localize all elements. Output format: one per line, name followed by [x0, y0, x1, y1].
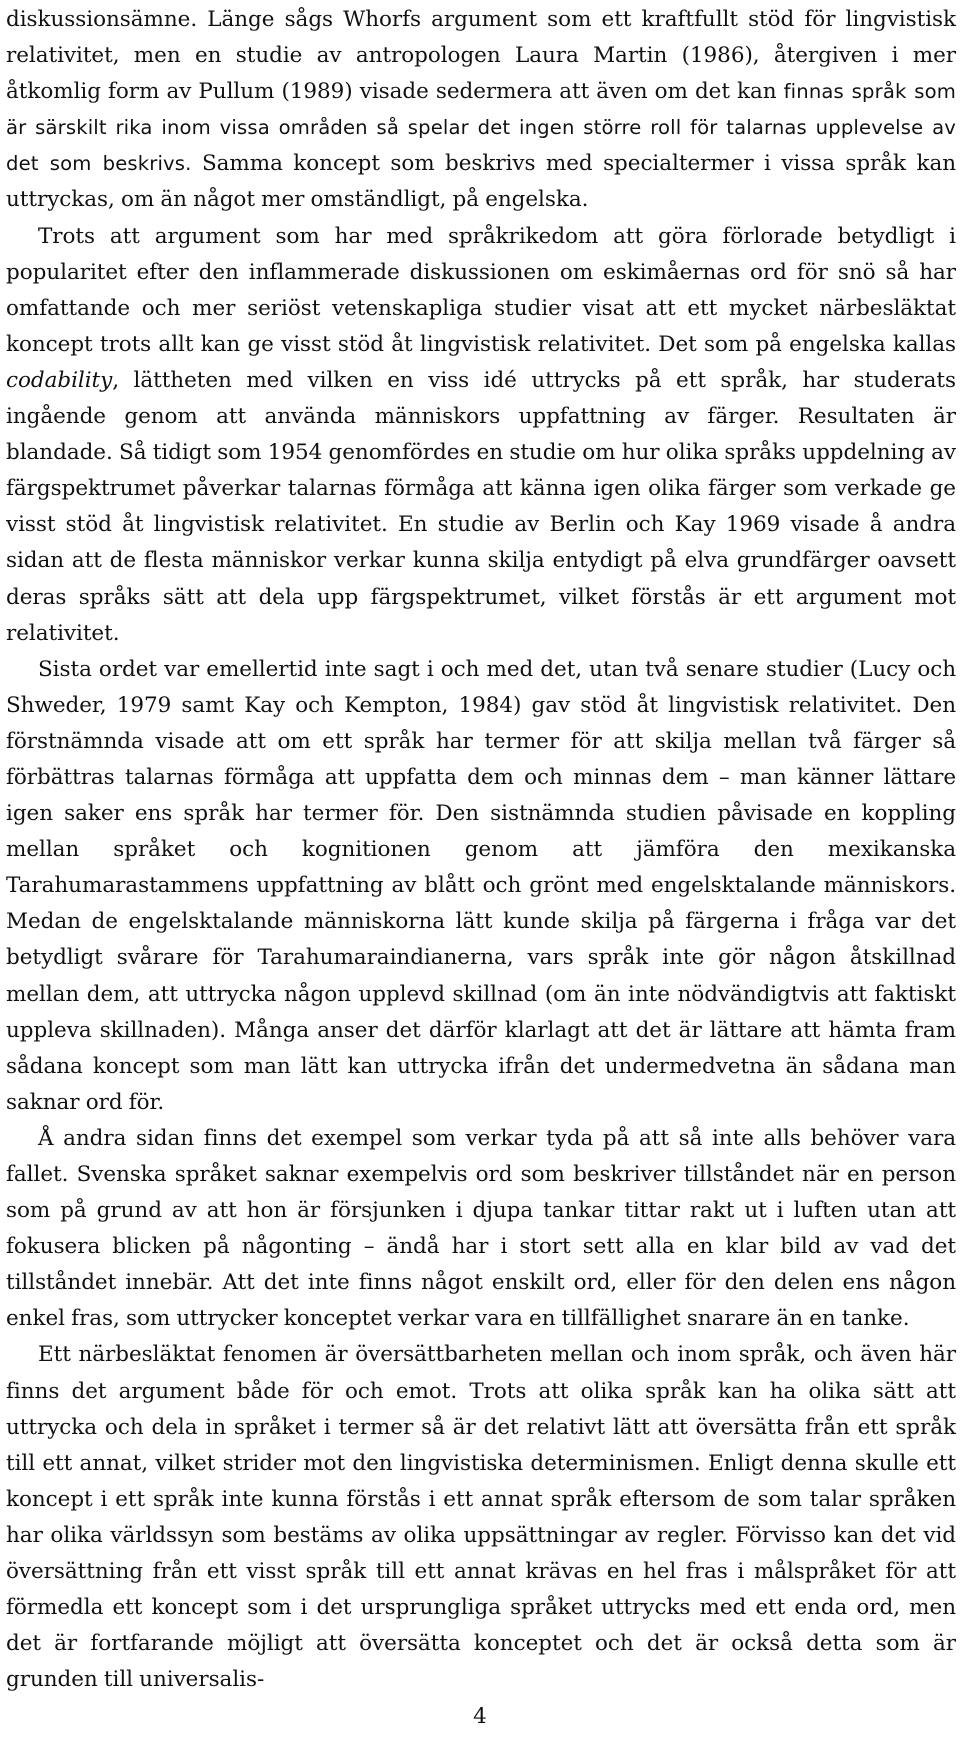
paragraph: [6, 2, 956, 219]
text-run: Ett närbesläktat fenomen är översättbarheten mellan och inom språk, och även här finns det argument både för och emot. Trots att olika språk kan ha olika sätt att uttrycka och dela in språket i termer så är det relativt lätt att översätta från ett språk till ett annat, vilket strider mot den lingvistiska determinismen. Enligt denna skulle ett koncept i ett språk inte kunna förstås i ett annat språk eftersom de som talar språken har olika världssyn som bestäms av olika uppsättningar av regler. Förvisso kan det vid översättning från ett visst språk till ett annat krävas en hel fras i målspråket för att förmedla ett koncept som i det ursprungliga språket uttrycks med ett enda ord, men det är fortfarande möjligt att översätta konceptet och det är också detta som är grunden till universalis-: [6, 1342, 956, 1693]
page-number: 4: [473, 1704, 487, 1729]
text-run: Å andra sidan finns det exempel som verkar tyda på att så inte alls behöver vara fallet. Svenska språket saknar exempelvis ord som beskriver tillståndet när en person som på grund av att hon är försjunken i djupa tankar tittar rakt ut i luften utan att fokusera blicken på någonting – ändå har i stort sett alla en klar bild av vad det tillståndet innebär. Att det inte finns något enskilt ord, eller för den delen ens någon enkel fras, som uttrycker konceptet verkar vara en tillfällighet snarare än en tanke.: [6, 1125, 956, 1332]
text-run: , lättheten med vilken en viss idé uttrycks på ett språk, har studerats ingående genom att använda människors uppfattning av färger. Resultaten är blandade. Så tidigt som 1954 genomfördes en studie om hur olika språks uppdelning av färgspektrumet påverkar talarnas förmåga att känna igen olika färger som verkade ge visst stöd åt lingvistisk relativitet. En studie av Berlin och Kay 1969 visade å andra sidan att de flesta människor verkar kunna skilja entydigt på elva grundfärger oavsett deras språks sätt att dela upp färgspektrumet, vilket förstås är ett argument mot relativitet.: [6, 367, 956, 646]
paragraph: [6, 652, 956, 1121]
paragraph: [6, 219, 956, 652]
paragraph: [6, 1121, 956, 1338]
text-run: Samma koncept som beskrivs med specialtermer i vissa språk kan uttryckas, om än något mer omständligt, på engelska.: [6, 151, 957, 213]
text-run-sans: finnas språk som är särskilt rika inom vissa områden så spelar det ingen större roll för talarnas upplevelse av det som beskrivs.: [6, 80, 956, 176]
body-text: [6, 2, 956, 1698]
text-run: diskussionsämne. Länge sågs Whorfs argument som ett kraftfullt stöd för lingvistisk relativitet, men en studie av antropologen Laura Martin (1986), återgiven i mer åtkomlig form av Pullum (1989) visade sedermera att även om det kan: [6, 7, 956, 105]
text-run: Sista ordet var emellertid inte sagt i och med det, utan två senare studier (Lucy och Shweder, 1979 samt Kay och Kempton, 1984) gav stöd åt lingvistisk relativitet. Den förstnämnda visade att om ett språk har termer för att skilja mellan två färger så förbättras talarnas förmåga att uppfatta dem och minnas dem – man känner lättare igen saker ens språk har termer för. Den sistnämnda studien påvisade en koppling mellan språket och kognitionen genom att jämföra den mexikanska Tarahumarastammens uppfattning av blått och grönt med engelsktalande människors. Medan de engelsktalande människorna lätt kunde skilja på färgerna i fråga var det betydligt svårare för Tarahumaraindianerna, vars språk inte gör någon åtskillnad mellan dem, att uttrycka någon upplevd skillnad (om än inte nödvändigtvis att faktiskt uppleva skillnaden). Många anser det därför klarlagt att det är lättare att hämta fram sådana koncept som man lätt kan uttrycka ifrån det undermedvetna än sådana man saknar ord för.: [6, 656, 956, 1115]
text-run: Trots att argument som har med språkrikedom att göra förlorade betydligt i popularitet efter den inflammerade diskussionen om eskimåernas ord för snö så har omfattande och mer seriöst vetenskapliga studier visat att ett mycket närbesläktat koncept trots allt kan ge visst stöd åt lingvistisk relativitet. Det som på engelska kallas: [6, 223, 956, 357]
paragraph: [6, 1337, 956, 1698]
emphasized-term: codability: [6, 367, 113, 393]
